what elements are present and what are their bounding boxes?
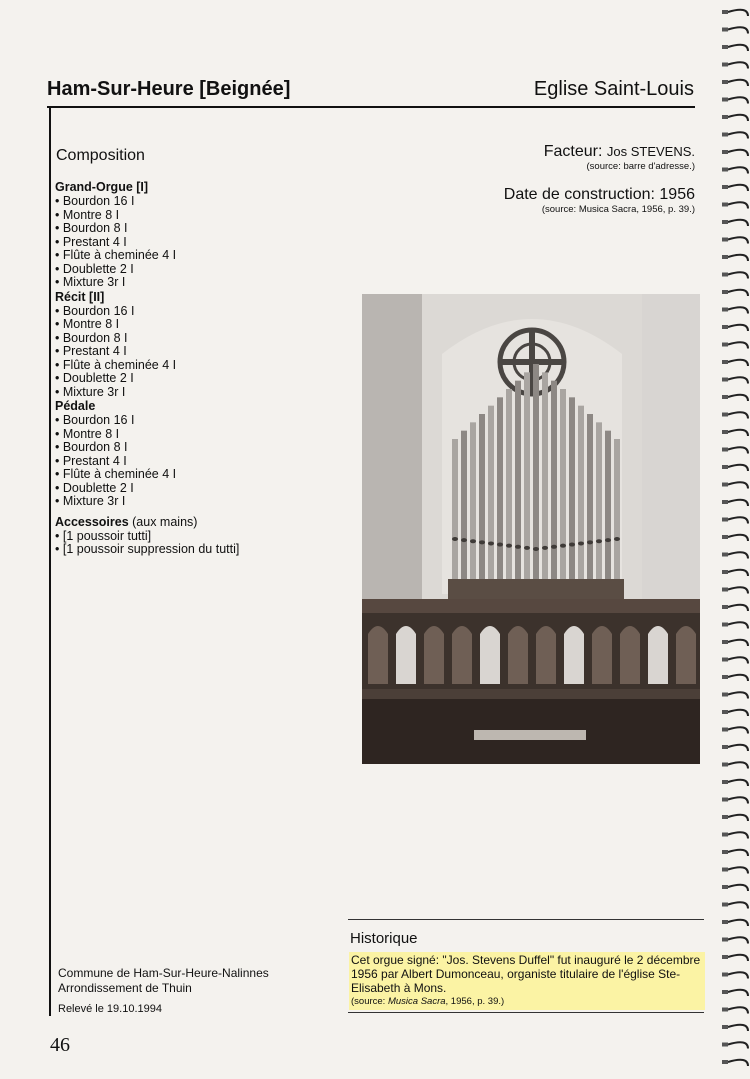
spiral-ring	[728, 272, 748, 278]
spiral-ring	[728, 815, 748, 821]
balustrade-arch	[648, 626, 668, 684]
organ-pipe	[587, 414, 593, 579]
stop: • Prestant 4 I	[55, 234, 127, 249]
balustrade-arch	[620, 626, 640, 684]
organ-pipe	[605, 431, 611, 579]
composition-title: Composition	[56, 147, 145, 164]
spiral-ring	[728, 132, 748, 138]
spiral-ring	[728, 832, 748, 838]
spiral-hole	[722, 605, 728, 609]
pipe-mouth	[578, 541, 584, 545]
spiral-hole	[722, 850, 728, 854]
spiral-hole	[722, 1060, 728, 1064]
pipe-mouth	[461, 538, 467, 542]
spiral-hole	[722, 115, 728, 119]
page-title-church: Eglise Saint-Louis	[533, 78, 694, 100]
facteur-source: (source: barre d'adresse.)	[586, 161, 695, 172]
accessoire-item: • [1 poussoir tutti]	[55, 528, 152, 543]
stop: • Bourdon 16 I	[55, 303, 135, 318]
spiral-ring	[728, 220, 748, 226]
spiral-hole	[722, 990, 728, 994]
spiral-hole	[722, 255, 728, 259]
spiral-ring	[728, 62, 748, 68]
stop: • Mixture 3r I	[55, 384, 126, 399]
balustrade-arch	[396, 626, 416, 684]
spiral-hole	[722, 395, 728, 399]
historique-text-block	[351, 953, 703, 1009]
stop: • Doublette 2 I	[55, 371, 134, 385]
spiral-hole	[722, 623, 728, 627]
stop: • Doublette 2 I	[55, 480, 134, 495]
balustrade-arch	[564, 626, 584, 684]
spiral-hole	[722, 553, 728, 557]
organ-photo	[362, 294, 700, 764]
pipe-mouth	[470, 539, 476, 543]
pipe-mouth	[506, 544, 512, 548]
stop: • Bourdon 16 I	[55, 413, 135, 427]
pipe-mouth	[569, 543, 575, 547]
pipe-mouth	[452, 537, 458, 541]
stops-list	[55, 180, 345, 557]
spiral-hole	[722, 675, 728, 679]
organ-pipe	[560, 389, 566, 579]
organ-pipe	[515, 381, 521, 579]
spiral-hole	[722, 290, 728, 294]
spiral-hole	[722, 903, 728, 907]
spiral-ring	[728, 307, 748, 313]
spiral-hole	[722, 220, 728, 224]
historique-title: Historique	[350, 930, 418, 947]
spiral-hole	[722, 378, 728, 382]
spiral-hole	[722, 500, 728, 504]
organ-pipe	[506, 389, 512, 579]
left-rule	[49, 108, 51, 1016]
date-construction	[504, 186, 695, 215]
spiral-ring	[728, 885, 748, 891]
facteur-value: Jos STEVENS.	[606, 144, 695, 159]
pipe-mouth	[533, 547, 539, 551]
releve-date: Relevé le 19.10.1994	[58, 1003, 162, 1015]
spiral-binding-rings	[718, 0, 750, 1074]
pipe-mouth	[587, 540, 593, 544]
spiral-ring	[728, 990, 748, 996]
spiral-hole	[722, 483, 728, 487]
pipe-mouth	[479, 540, 485, 544]
spiral-hole	[722, 448, 728, 452]
spiral-hole	[722, 325, 728, 329]
commune-info	[58, 966, 269, 996]
spiral-ring	[728, 622, 748, 628]
spiral-hole	[722, 343, 728, 347]
organ-pipe	[596, 422, 602, 579]
spiral-ring	[728, 465, 748, 471]
pipe-mouth	[551, 545, 557, 549]
spiral-ring	[728, 972, 748, 978]
spiral-hole	[722, 1008, 728, 1012]
spiral-hole	[722, 1025, 728, 1029]
balustrade-arch	[536, 626, 556, 684]
historique-rule-top	[348, 919, 704, 920]
historique-text: Cet orgue signé: "Jos. Stevens Duffel" fut inauguré le 2 décembre 1956 par Albert Dumonceau, organiste titulaire de l'église Ste-Elisabeth à Mons.	[351, 953, 701, 995]
stop: • Prestant 4 I	[55, 344, 127, 358]
stop: • Montre 8 I	[55, 317, 120, 331]
spiral-hole	[722, 798, 728, 802]
spiral-hole	[722, 518, 728, 522]
spiral-ring	[728, 360, 748, 366]
stop: • Prestant 4 I	[55, 453, 127, 468]
organ-pipe	[569, 397, 575, 579]
balustrade-arch	[424, 626, 444, 684]
accessoires-title: Accessoires (aux mains)	[55, 514, 198, 529]
spiral-ring	[728, 1025, 748, 1031]
spiral-hole	[722, 570, 728, 574]
pipe-mouth	[596, 539, 602, 543]
spiral-ring	[728, 902, 748, 908]
spiral-hole	[722, 745, 728, 749]
spiral-ring	[728, 692, 748, 698]
spiral-ring	[728, 325, 748, 331]
spiral-hole	[722, 938, 728, 942]
spiral-ring	[728, 570, 748, 576]
spiral-ring	[728, 185, 748, 191]
organ-pipe	[578, 406, 584, 579]
stop: • Mixture 3r I	[55, 494, 126, 508]
spiral-ring	[728, 97, 748, 103]
division-recit	[55, 290, 345, 400]
spiral-hole	[722, 710, 728, 714]
spiral-ring	[728, 780, 748, 786]
stop: • Bourdon 8 I	[55, 330, 128, 345]
balustrade-arch	[592, 626, 612, 684]
stop: • Flûte à cheminée 4 I	[55, 248, 177, 262]
spiral-binding	[718, 0, 750, 1074]
spiral-ring	[728, 482, 748, 488]
spiral-ring	[728, 605, 748, 611]
spiral-hole	[722, 885, 728, 889]
spiral-hole	[722, 185, 728, 189]
organ-pipe	[533, 364, 539, 579]
commune-name: Commune de Ham-Sur-Heure-Nalinnes	[58, 966, 269, 980]
historique-source: (source: Musica Sacra, 1956, p. 39.)	[351, 996, 505, 1007]
organ-pipe	[488, 406, 494, 579]
facteur	[544, 143, 695, 172]
accessoires	[55, 515, 345, 557]
spiral-hole	[722, 868, 728, 872]
page-number: 46	[50, 1034, 70, 1056]
spiral-hole	[722, 815, 728, 819]
balustrade-arch	[508, 626, 528, 684]
spiral-hole	[722, 98, 728, 102]
stop: • Flûte à cheminée 4 I	[55, 467, 177, 481]
organ-pipe	[461, 431, 467, 579]
spiral-ring	[728, 80, 748, 86]
spiral-ring	[728, 290, 748, 296]
spiral-ring	[728, 167, 748, 173]
spiral-hole	[722, 535, 728, 539]
spiral-ring	[728, 552, 748, 558]
spiral-ring	[728, 727, 748, 733]
balustrade-arch	[676, 626, 696, 684]
spiral-hole	[722, 10, 728, 14]
organ-pipe	[614, 439, 620, 579]
spiral-ring	[728, 640, 748, 646]
organ-pipe	[497, 397, 503, 579]
spiral-hole	[722, 45, 728, 49]
stop: • Montre 8 I	[55, 426, 120, 441]
spiral-ring	[728, 1060, 748, 1066]
division-pedale	[55, 399, 345, 509]
spiral-hole	[722, 693, 728, 697]
balustrade-arch	[480, 626, 500, 684]
spiral-ring	[728, 867, 748, 873]
spiral-ring	[728, 797, 748, 803]
spiral-hole	[722, 238, 728, 242]
spiral-hole	[722, 80, 728, 84]
arrondissement: Arrondissement de Thuin	[58, 981, 192, 995]
pipe-mouth	[560, 544, 566, 548]
balustrade-arch	[368, 626, 388, 684]
spiral-ring	[728, 710, 748, 716]
spiral-ring	[728, 955, 748, 961]
stop: • Mixture 3r I	[55, 275, 126, 289]
stop: • Doublette 2 I	[55, 261, 134, 276]
organ-illustration	[362, 294, 700, 764]
spiral-hole	[722, 763, 728, 767]
spiral-hole	[722, 133, 728, 137]
spiral-hole	[722, 1043, 728, 1047]
stop: • Flûte à cheminée 4 I	[55, 357, 177, 372]
pipe-mouth	[542, 546, 548, 550]
stop: • Bourdon 16 I	[55, 194, 135, 208]
spiral-ring	[728, 745, 748, 751]
spiral-hole	[722, 308, 728, 312]
historique-rule-bottom	[348, 1012, 704, 1013]
spiral-ring	[728, 500, 748, 506]
stop: • Montre 8 I	[55, 207, 120, 222]
spiral-hole	[722, 955, 728, 959]
pipe-mouth	[614, 537, 620, 541]
organ-pipe	[479, 414, 485, 579]
spiral-ring	[728, 1007, 748, 1013]
spiral-ring	[728, 395, 748, 401]
spiral-ring	[728, 377, 748, 383]
spiral-ring	[728, 517, 748, 523]
spiral-ring	[728, 237, 748, 243]
spiral-hole	[722, 413, 728, 417]
spiral-hole	[722, 728, 728, 732]
spiral-hole	[722, 658, 728, 662]
spiral-ring	[728, 1042, 748, 1048]
spiral-ring	[728, 762, 748, 768]
spiral-ring	[728, 920, 748, 926]
division-title: Pédale	[55, 399, 96, 413]
stop: • Bourdon 8 I	[55, 440, 128, 454]
balustrade-arch	[452, 626, 472, 684]
spiral-ring	[728, 412, 748, 418]
spiral-ring	[728, 255, 748, 261]
spiral-ring	[728, 535, 748, 541]
spiral-hole	[722, 360, 728, 364]
pipe-mouth	[497, 543, 503, 547]
spiral-ring	[728, 150, 748, 156]
header-rule	[47, 106, 695, 108]
spiral-ring	[728, 27, 748, 33]
division-grand-orgue	[55, 180, 345, 290]
spiral-ring	[728, 447, 748, 453]
division-title: Grand-Orgue [I]	[55, 180, 149, 194]
spiral-ring	[728, 937, 748, 943]
spiral-ring	[728, 430, 748, 436]
spiral-ring	[728, 202, 748, 208]
spiral-hole	[722, 203, 728, 207]
spiral-hole	[722, 973, 728, 977]
pipe-mouth	[524, 546, 530, 550]
pipe-mouth	[605, 538, 611, 542]
spiral-ring	[728, 657, 748, 663]
spiral-hole	[722, 63, 728, 67]
organ-pipe	[452, 439, 458, 579]
page-title-location: Ham-Sur-Heure [Beignée]	[47, 78, 291, 100]
spiral-hole	[722, 640, 728, 644]
organ-pipe	[551, 381, 557, 579]
facteur-label: Facteur:	[543, 143, 607, 160]
date-value: 1956	[659, 186, 695, 203]
spiral-hole	[722, 430, 728, 434]
spiral-hole	[722, 588, 728, 592]
spiral-hole	[722, 273, 728, 277]
organ-pipe	[470, 422, 476, 579]
spiral-ring	[728, 587, 748, 593]
spiral-ring	[728, 45, 748, 51]
spiral-ring	[728, 850, 748, 856]
date-source: (source: Musica Sacra, 1956, p. 39.)	[541, 204, 695, 215]
spiral-ring	[728, 115, 748, 121]
spiral-hole	[722, 168, 728, 172]
spiral-hole	[722, 833, 728, 837]
spiral-hole	[722, 465, 728, 469]
spiral-ring	[728, 675, 748, 681]
pipe-mouth	[488, 541, 494, 545]
spiral-ring	[728, 10, 748, 16]
date-label: Date de construction:	[503, 186, 660, 203]
spiral-hole	[722, 28, 728, 32]
spiral-hole	[722, 150, 728, 154]
spiral-hole	[722, 920, 728, 924]
spiral-hole	[722, 780, 728, 784]
accessoire-item: • [1 poussoir suppression du tutti]	[55, 542, 240, 556]
spiral-ring	[728, 342, 748, 348]
pipe-mouth	[515, 545, 521, 549]
division-title: Récit [II]	[55, 289, 105, 304]
stop: • Bourdon 8 I	[55, 221, 128, 235]
